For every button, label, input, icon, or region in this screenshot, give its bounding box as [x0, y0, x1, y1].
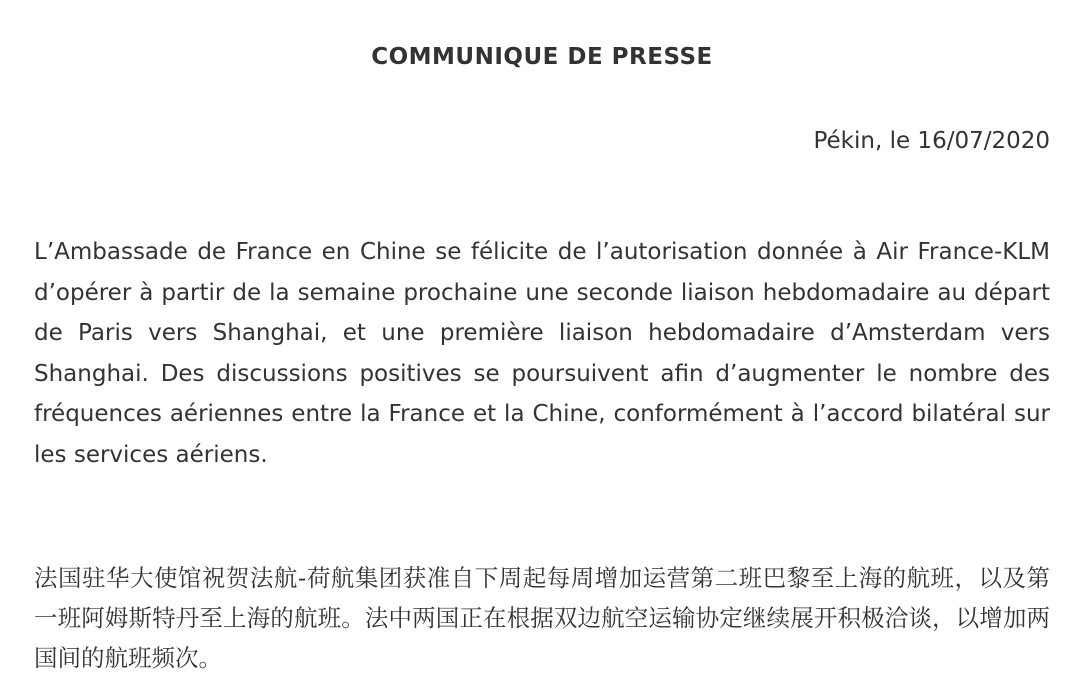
paragraph-chinese: 法国驻华大使馆祝贺法航-荷航集团获准自下周起每周增加运营第二班巴黎至上海的航班，以及第一班阿姆斯特丹至上海的航班。法中两国正在根据双边航空运输协定继续展开积极洽谈，以增加两国间的航班频次。 [34, 564, 1050, 672]
document-title: COMMUNIQUE DE PRESSE [371, 44, 713, 70]
date-line: Pékin, le 16/07/2020 [813, 128, 1050, 154]
paragraph-french: L’Ambassade de France en Chine se félicite de l’autorisation donnée à Air France-KLM d’opérer à partir de la semaine prochaine une seconde liaison hebdomadaire au départ de Paris vers Shanghai, et une première liaison hebdomadaire d’Amsterdam vers Shanghai. Des discussions positives se poursuivent afin d’augmenter le nombre des fréquences aériennes entre la France et la Chine, conformément à l’accord bilatéral sur les services aériens. [34, 239, 1050, 468]
